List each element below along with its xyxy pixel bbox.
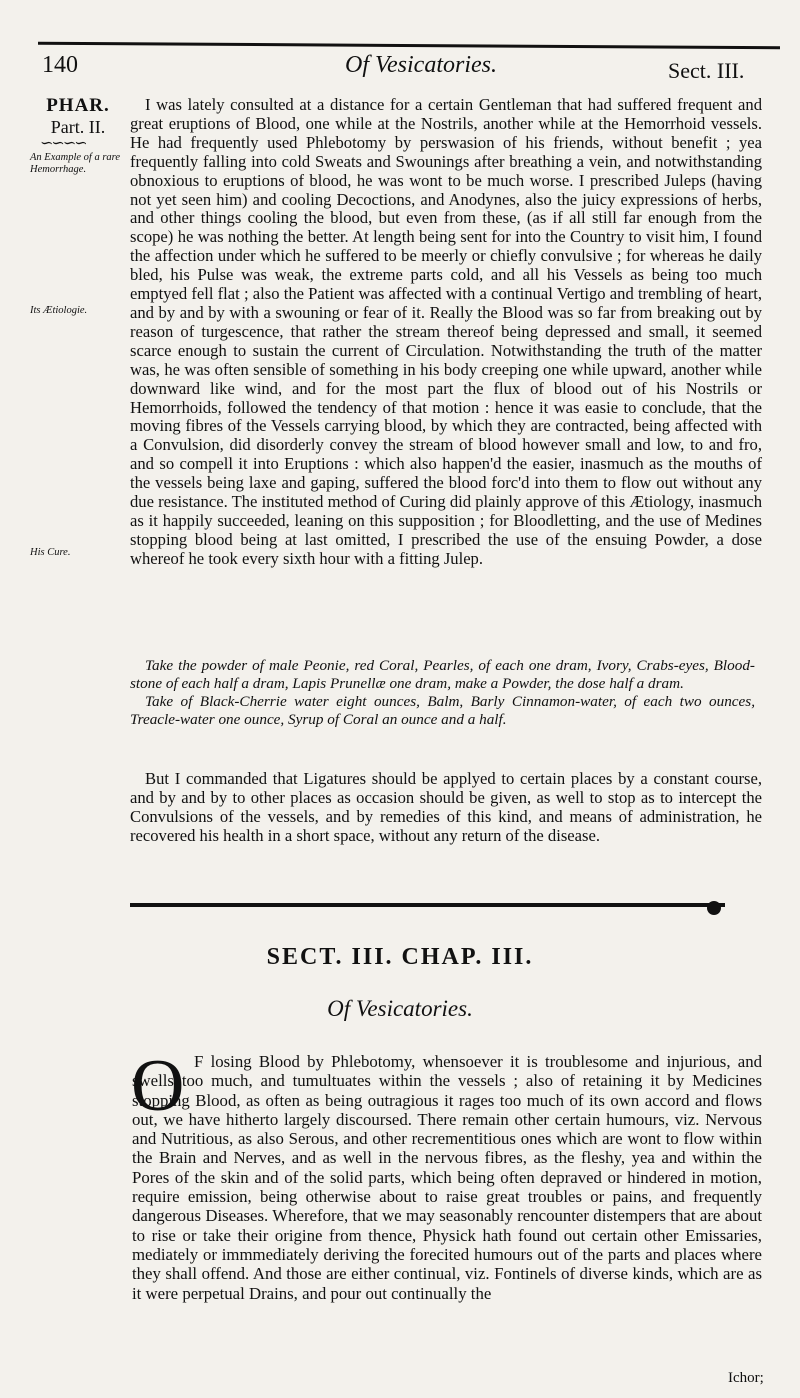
prescriptions xyxy=(130,657,755,729)
section-label: Sect. III. xyxy=(668,58,745,83)
conclusion-text xyxy=(130,770,762,846)
ink-blot xyxy=(707,901,721,915)
recipe-powder: Take the powder of male Peonie, red Coral, Pearles, of each one dram, Ivory, Crabs-eyes, Blood-stone of each half a dram, Lapis Prunellæ one dram, make a Powder, the dose half a dram. xyxy=(130,657,755,692)
margin-note-cure: His Cure. xyxy=(30,547,71,558)
chapter-text xyxy=(131,1045,762,1303)
margin-heading-phar: PHAR. xyxy=(46,95,110,116)
margin-heading-part: Part. II. xyxy=(50,117,106,137)
margin-note-aetiologie: Its Ætiologie. xyxy=(30,305,88,316)
chapter-title: Of Vesicatories. xyxy=(327,996,473,1021)
case-paragraph: I was lately consulted at a distance for a certain Gentleman that had suffered frequent and great eruptions of Blood, one while at the Nostrils, another while at the Hemorrhoid vessels. He had frequently used Phlebotomy by perswasion of his friends, without benefit ; yea frequently falling into cold Sweats and Swounings after breathing a vein, and notwithstanding obnoxious to eruptions of blood, he was wont to be much worse. I prescribed Juleps (having not yet seen him) and cooling Decoctions, and Anodynes, also the juicy expressions of herbs, and other things cooling the blood, but even from these, (as if all still far enough from the scope) he was nothing the better. At length being sent for into the Country to visit him, I found the affection under which he suffered to be meerly or chiefly convulsive ; for whereas he daily bled, his Pulse was weak, the extreme parts cold, and all his Vessels as being too much emptyed fell flat ; also the Patient was affected with a continual Vertigo and trembling of heart, and by and by with a swouning or fear of it. Really the Blood was so far from breaking out by reason of turgescence, that rather the stream thereof being depressed and small, it seemed scarce enough to sustain the current of Circulation. Notwithstanding the truth of the matter was, he was often sensible of something in his body creeping one while upward, another while downward like wind, and for the most part the flux of blood out of his Nostrils or Hemorrhoids, followed the tendency of that motion : hence it was easie to conclude, that the moving fibres of the Vessels carrying blood, by which they are contracted, being affected with a Convulsion, did disorderly convey the stream of blood however small and low, to and fro, and so compell it into Eruptions : which also happen'd the easier, inasmuch as the mouths of the vessels being laxe and gaping, suffered the blood forc'd into them to flow out without any due resistance. The instituted method of Curing did plainly approve of this Ætiology, inasmuch as it happily succeeded, leaning on this supposition ; for Bloodletting, and the use of Medines stopping blood being at last omitted, I prescribed the use of the ensuing Powder, a dose whereof he took every sixth hour with a fitting Julep. xyxy=(130,95,762,568)
running-title: Of Vesicatories. xyxy=(345,52,497,78)
page-number: 140 xyxy=(42,52,78,78)
recipe-julep: Take of Black-Cherrie water eight ounces, Balm, Barly Cinnamon-water, of each two ounces, Treacle-water one ounce, Syrup of Coral an ounce and a half. xyxy=(130,693,755,728)
section-divider-rule xyxy=(130,903,725,907)
chapter-heading: SECT. III. CHAP. III. xyxy=(266,944,534,970)
drop-cap: O xyxy=(131,1045,185,1127)
chapter-paragraph: F losing Blood by Phlebotomy, whensoever it is troublesome and injurious, and swells too much, and tumultuates within the vessels ; also of retaining it by Medicines stopping Blood, as often as being outragious it rages too much of its own accord and flows out, we have hitherto largely discoursed. There remain other certain humours, viz. Nervous and Nutritious, as also Serous, and other recrementitious ones which are wont to flow within the Brain and Nerves, and as well in the nervous fibres, as the fleshy, yea and within the Pores of the skin and of the solid parts, which being often depraved or hindered in motion, require emission, being otherwise about to raise great troubles or pains, and frequently dangerous Diseases. Wherefore, that we may seasonably rencounter distempers that are about to rise or take their origine from thence, Physick hath found out certain other Emissaries, mediately or immmediately deriving the forecited humours out of the parts and places where they shall offend. And those are either continual, viz. Fontinels of diverse kinds, which are as it were perpetual Drains, and pour out continually the xyxy=(132,1052,762,1303)
header-rule xyxy=(38,42,780,50)
margin-note-example: An Example of a rare Hemorrhage. xyxy=(30,152,121,175)
catchword: Ichor; xyxy=(728,1370,764,1386)
conclusion-paragraph: But I commanded that Ligatures should be applyed to certain places by a constant course, and by and by to other places as occasion should be given, as well to stop as to intercept the Convulsions of the vessels, and by remedies of this kind, and means of administration, he recovered his health in a short space, without any return of the disease. xyxy=(130,769,762,845)
ornament-flourish: ∽∽∽∽ xyxy=(40,135,86,152)
case-text xyxy=(130,96,762,569)
